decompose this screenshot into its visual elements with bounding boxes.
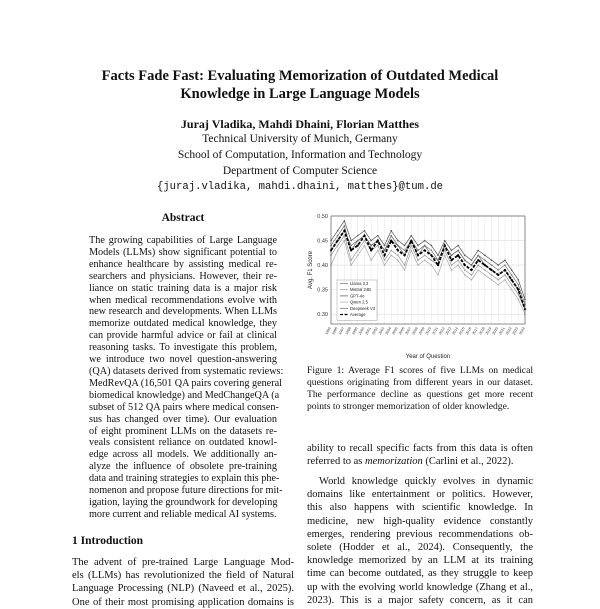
- x-tick-label: 1998: [344, 326, 352, 336]
- x-tick-label: 2015: [458, 326, 466, 336]
- data-point: [397, 254, 399, 256]
- data-point: [404, 245, 406, 247]
- legend-label: Mistral 24B: [350, 287, 371, 293]
- data-point: [384, 245, 386, 247]
- legend-label: Deepseek V3: [350, 305, 376, 311]
- data-point: [477, 254, 479, 256]
- abstract-line: nomenon and propose future directions for mit-: [89, 485, 283, 497]
- data-point: [491, 259, 493, 261]
- intro-heading: 1 Introduction: [72, 535, 144, 547]
- abstract-line: searchers and physicians. However, their re-: [89, 270, 277, 282]
- data-point: [511, 284, 513, 286]
- data-point: [390, 254, 392, 256]
- x-tick-label: 2023: [511, 326, 520, 336]
- data-point: [471, 279, 473, 281]
- body-text: referred to as: [307, 456, 366, 468]
- abstract-line: alyze the influence of obsolete pre-training: [89, 461, 277, 473]
- data-point: [504, 259, 506, 261]
- data-point: [363, 235, 365, 237]
- data-point: [464, 269, 466, 271]
- data-point: [464, 274, 466, 276]
- data-point: [431, 264, 433, 266]
- data-point: [504, 269, 506, 271]
- data-point: [451, 254, 453, 256]
- data-point: [457, 259, 459, 261]
- legend-label: Llama 3.3: [350, 281, 369, 286]
- data-point: [497, 279, 499, 281]
- x-tick-label: 2024: [518, 326, 526, 336]
- x-tick-label: 2019: [484, 326, 493, 336]
- intro-line: Language Processing (NLP) (Naveed et al., 2025).: [72, 583, 294, 595]
- body-line: time can become outdated, as they struggle to keep: [307, 568, 533, 580]
- abstract-line: reasoning tasks. To investigate this problem,: [89, 342, 277, 354]
- x-tick-label: 2005: [391, 326, 399, 336]
- data-point: [397, 245, 399, 247]
- data-point: [350, 264, 352, 266]
- data-point: [457, 250, 459, 252]
- abstract-line: The growing capabilities of Large Language: [89, 235, 277, 246]
- data-point: [410, 250, 412, 252]
- data-point: [370, 240, 372, 242]
- data-point: [344, 240, 346, 242]
- x-axis-label: Year of Question: [405, 354, 451, 360]
- intro-line: The advent of pre-trained Large Language Mod-: [72, 557, 294, 568]
- data-point: [497, 284, 499, 286]
- data-point: [477, 269, 479, 271]
- data-point: [377, 245, 379, 247]
- data-point: [450, 259, 452, 261]
- x-tick-label: 2021: [498, 326, 506, 336]
- data-point: [490, 269, 492, 271]
- data-point: [417, 264, 419, 266]
- data-point: [397, 240, 399, 242]
- figure-1-chart: [305, 206, 535, 362]
- abstract-line: of eight prominent LLMs on the datasets re-: [89, 425, 277, 437]
- data-point: [437, 254, 439, 256]
- abstract-line: edge across all models. We additionally an-: [89, 449, 277, 461]
- data-point: [390, 239, 392, 241]
- data-point: [497, 264, 499, 266]
- intro-body: [72, 556, 294, 609]
- data-point: [471, 274, 473, 276]
- data-point: [424, 259, 426, 261]
- data-point: [437, 274, 439, 276]
- y-tick-label: 0.35: [317, 287, 328, 294]
- x-tick-label: 2004: [384, 326, 393, 336]
- y-axis-label: Avg. F1 Score: [308, 251, 314, 289]
- data-point: [384, 259, 386, 261]
- caption-line: questions originating from different years in our dataset.: [307, 377, 533, 388]
- data-point: [357, 240, 359, 242]
- data-point: [457, 264, 459, 266]
- legend-label: Qwen 2.5: [350, 299, 368, 305]
- data-point: [437, 264, 439, 266]
- data-point: [337, 245, 339, 247]
- data-point: [350, 249, 352, 251]
- body-line: [307, 455, 533, 468]
- data-point: [343, 230, 345, 232]
- data-point: [464, 259, 466, 261]
- data-point: [364, 245, 366, 247]
- abstract-line: subset of 512 QA pairs where medical consen-: [89, 401, 279, 413]
- title-line: Facts Fade Fast: Evaluating Memorization of Outdated Medical: [101, 68, 499, 84]
- data-point: [511, 279, 513, 281]
- data-point: [491, 264, 493, 266]
- data-point: [424, 254, 426, 256]
- data-point: [377, 250, 379, 252]
- title-line: Knowledge in Large Language Models: [180, 86, 420, 102]
- data-point: [497, 274, 499, 276]
- body-line: World knowledge quickly evolves in dynamic: [319, 476, 533, 487]
- data-point: [470, 269, 472, 271]
- data-point: [504, 279, 506, 281]
- data-point: [357, 250, 359, 252]
- paper-title: [60, 67, 540, 103]
- abstract-line: (QA) datasets derived from systematic reviews:: [89, 365, 284, 377]
- x-tick-label: 2009: [418, 326, 426, 336]
- abstract-line: Models (LLMs) show significant potential to: [89, 246, 277, 258]
- data-point: [417, 254, 419, 256]
- memorization-term: memorization: [365, 456, 423, 468]
- data-point: [364, 240, 366, 242]
- data-point: [370, 259, 372, 261]
- x-tick-label: 2012: [438, 326, 446, 336]
- abstract-line: when medical recommendations evolve with: [89, 294, 277, 306]
- data-point: [430, 254, 432, 256]
- data-point: [518, 279, 520, 281]
- data-point: [431, 245, 433, 247]
- x-tick-label: 1995: [324, 326, 332, 336]
- data-point: [511, 274, 513, 276]
- y-tick-label: 0.45: [317, 238, 328, 245]
- affiliation-line: Department of Computer Science: [222, 165, 378, 177]
- data-point: [444, 244, 446, 246]
- abstract-line: new research and developments. When LLMs: [89, 306, 277, 318]
- data-point: [477, 250, 479, 252]
- y-tick-label: 0.30: [317, 312, 328, 319]
- data-point: [464, 254, 466, 256]
- data-point: [504, 264, 506, 266]
- data-point: [337, 230, 339, 232]
- data-point: [518, 284, 520, 286]
- intro-line: One of their most promising application domains is: [72, 596, 294, 608]
- data-point: [417, 245, 419, 247]
- abstract-line: veals consistent reliance on outdated knowl-: [89, 437, 277, 449]
- legend-label: Average: [350, 312, 366, 317]
- body-line: solete (Hodder et al., 2024). Consequently, the: [307, 542, 533, 554]
- data-point: [410, 235, 412, 237]
- data-point: [377, 235, 379, 237]
- x-tick-label: 2001: [364, 326, 373, 336]
- data-point: [390, 235, 392, 237]
- data-point: [451, 264, 453, 266]
- author-emails: {juraj.vladika, mahdi.dhaini, matthes}@tum.de: [156, 181, 444, 193]
- abstract-body: [89, 235, 284, 521]
- abstract-line: memorize outdated medical knowledge, they: [89, 318, 277, 330]
- abstract-line: biomedical knowledge) and MedChangeQA (a: [89, 389, 280, 401]
- data-point: [518, 299, 520, 301]
- x-tick-label: 2018: [478, 326, 486, 336]
- data-point: [383, 254, 385, 256]
- right-paragraph-a: [307, 442, 533, 468]
- x-tick-label: 2013: [444, 326, 453, 336]
- caption-line: points to stronger memorization of older knowledge.: [307, 401, 510, 412]
- data-point: [364, 230, 366, 232]
- x-tick-label: 2011: [431, 326, 439, 336]
- x-tick-label: 1997: [337, 326, 346, 336]
- body-line: medicine, new high-quality evidence constantly: [307, 515, 533, 527]
- body-text: (Carlini et al., 2022).: [422, 456, 514, 468]
- data-point: [491, 279, 493, 281]
- data-point: [477, 264, 479, 266]
- affiliation-line: School of Computation, Information and Technology: [177, 149, 423, 161]
- affiliation-line: Technical University of Munich, Germany: [202, 133, 398, 145]
- data-point: [457, 245, 459, 247]
- data-point: [491, 274, 493, 276]
- data-point: [350, 245, 352, 247]
- data-point: [350, 259, 352, 261]
- data-point: [344, 225, 346, 227]
- data-point: [410, 245, 412, 247]
- legend-label: GPT-4o: [350, 293, 365, 299]
- data-point: [370, 245, 372, 247]
- data-point: [484, 259, 486, 261]
- body-line: up with the evolving world knowledge (Zhang et al.,: [307, 581, 533, 593]
- data-point: [477, 259, 479, 261]
- body-line: ability to recall specific facts from this data is often: [307, 443, 533, 454]
- data-point: [457, 254, 459, 256]
- data-point: [404, 269, 406, 271]
- y-tick-label: 0.40: [317, 263, 328, 270]
- data-point: [464, 264, 466, 266]
- x-tick-label: 1999: [351, 326, 359, 336]
- data-point: [431, 259, 433, 261]
- body-line: knowledge memorized by an LLM at its training: [307, 555, 533, 567]
- data-point: [497, 269, 499, 271]
- data-point: [357, 244, 359, 246]
- x-tick-label: 2000: [357, 326, 366, 336]
- abstract-line: can provide harmful advice or fail at clinical: [89, 330, 277, 342]
- data-point: [424, 249, 426, 251]
- x-tick-label: 2007: [404, 326, 413, 336]
- data-point: [424, 245, 426, 247]
- abstract-line: data and training strategies to explain this phe-: [89, 473, 280, 485]
- body-line: emerges, rendering previous recommendations ob-: [307, 528, 533, 540]
- x-tick-label: 2022: [505, 326, 513, 336]
- abstract-line: more current and reliable medical AI systems.: [89, 508, 277, 520]
- data-point: [357, 254, 359, 256]
- body-line: this also happens with scientific knowledge. In: [307, 502, 533, 514]
- data-point: [417, 250, 419, 252]
- data-point: [417, 259, 419, 261]
- data-point: [397, 249, 399, 251]
- data-point: [484, 269, 486, 271]
- data-point: [437, 259, 439, 261]
- data-point: [350, 240, 352, 242]
- abstract-heading: Abstract: [161, 212, 205, 224]
- x-tick-label: 2014: [451, 326, 459, 336]
- x-tick-label: 2002: [371, 326, 379, 336]
- caption-line: Figure 1: Average F1 scores of five LLMs on medical: [307, 365, 533, 376]
- data-point: [403, 254, 405, 256]
- data-point: [344, 220, 346, 222]
- authors: Juraj Vladika, Mahdi Dhaini, Florian Matthes: [180, 117, 420, 131]
- intro-line: els (LLMs) has revolutionized the field of Natural: [72, 570, 294, 582]
- body-line: domains like entertainment or politics. However,: [307, 489, 533, 501]
- data-point: [384, 250, 386, 252]
- abstract-line: sus has changed over time). Our evaluation: [89, 413, 277, 425]
- data-point: [471, 259, 473, 261]
- data-point: [484, 274, 486, 276]
- data-point: [377, 239, 379, 241]
- abstract-line: liance on static training data is a major risk: [89, 282, 277, 294]
- x-tick-label: 1996: [331, 326, 339, 336]
- data-point: [484, 264, 486, 266]
- data-point: [404, 264, 406, 266]
- data-point: [404, 250, 406, 252]
- data-point: [451, 269, 453, 271]
- chart-legend: [337, 280, 377, 320]
- data-point: [424, 240, 426, 242]
- data-point: [337, 235, 339, 237]
- data-point: [337, 239, 339, 241]
- data-point: [484, 254, 486, 256]
- caption-line: The performance decline as questions get more recent: [307, 389, 533, 400]
- data-point: [410, 239, 412, 241]
- data-point: [444, 254, 446, 256]
- data-point: [471, 264, 473, 266]
- abstract-line: enhance healthcare by assisting medical re-: [89, 258, 277, 270]
- data-point: [517, 289, 519, 291]
- data-point: [397, 259, 399, 261]
- data-point: [511, 269, 513, 271]
- data-point: [384, 264, 386, 266]
- data-point: [504, 274, 506, 276]
- x-tick-label: 2008: [411, 326, 419, 336]
- x-tick-label: 2017: [471, 326, 480, 336]
- y-tick-label: 0.50: [317, 214, 328, 220]
- data-point: [390, 250, 392, 252]
- data-point: [390, 230, 392, 232]
- abstract-line: we introduce two novel question-answering: [89, 354, 277, 366]
- x-tick-label: 2020: [491, 326, 500, 336]
- figure-caption: [307, 365, 533, 413]
- data-point: [511, 289, 513, 291]
- x-tick-label: 2006: [397, 326, 406, 336]
- body-line: 2023). This is a major safety concern, as it can: [307, 594, 533, 606]
- abstract-line: igation, laying the groundwork for developing: [89, 496, 278, 508]
- data-point: [370, 249, 372, 251]
- x-tick-label: 2016: [464, 326, 473, 336]
- x-tick-label: 2010: [424, 326, 433, 336]
- x-tick-label: 2003: [377, 326, 386, 336]
- data-point: [357, 235, 359, 237]
- abstract-line: MedRevQA (16,501 QA pairs covering general: [89, 377, 282, 389]
- right-paragraph-b: [307, 475, 533, 607]
- data-point: [337, 250, 339, 252]
- data-point: [451, 250, 453, 252]
- data-point: [444, 240, 446, 242]
- data-point: [431, 250, 433, 252]
